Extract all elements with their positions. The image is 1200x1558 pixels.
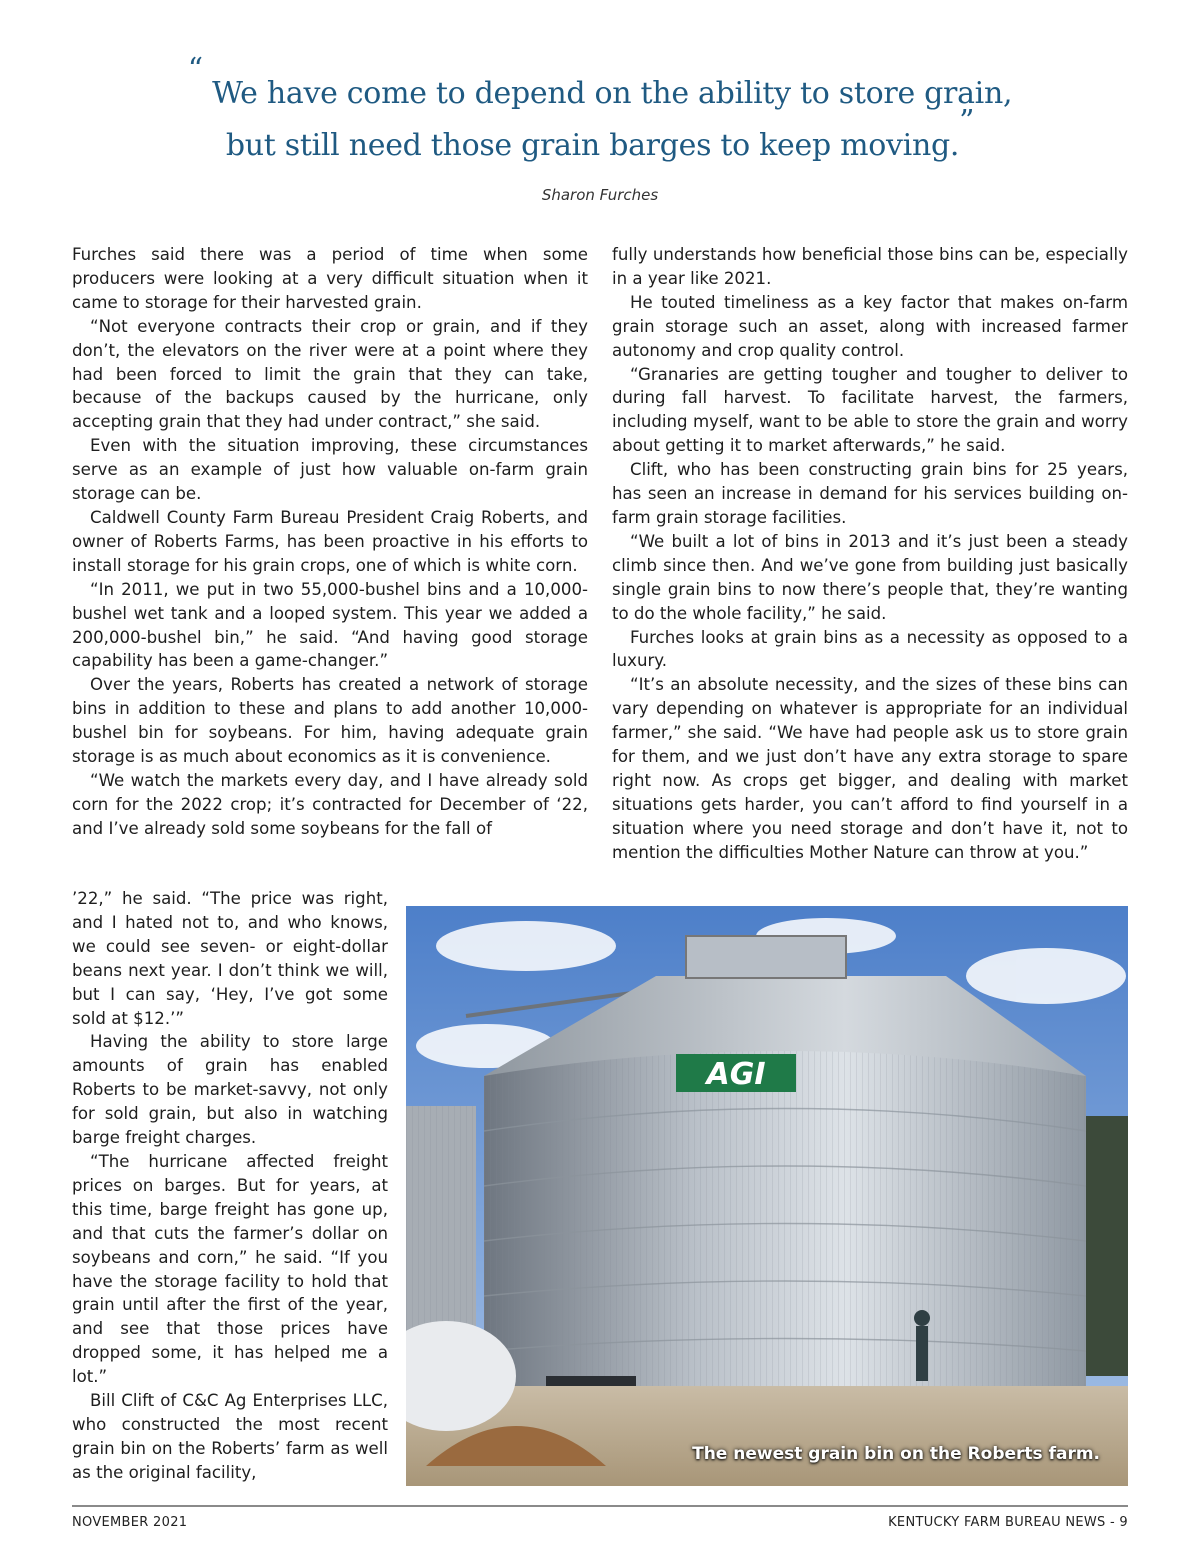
footer-publication: KENTUCKY FARM BUREAU NEWS - 9 (888, 1515, 1128, 1530)
paragraph: fully understands how beneficial those bins can be, especially in a year like 2021. (612, 245, 1128, 288)
paragraph: “Granaries are getting tougher and tougher to deliver to during fall harvest. To facilitate harvest, the farmers, including myself, want to be able to store the grain and worry about getting it to market afterwards,” he said. (612, 364, 1128, 456)
paragraph: He touted timeliness as a key factor that makes on-farm grain storage such an asset, along with increased farmer autonomy and crop quality control. (612, 292, 1128, 360)
grain-bin-photo (406, 906, 1128, 1486)
close-quote-mark: ” (959, 104, 975, 139)
paragraph: “We built a lot of bins in 2013 and it’s just been a steady climb since then. And we’ve gone from building just basically single grain bins to now there’s people that, they’re wanting to do the whole facility,” he said. (612, 531, 1128, 623)
paragraph: Caldwell County Farm Bureau President Craig Roberts, and owner of Roberts Farms, has been proactive in his efforts to install storage for his grain crops, one of which is white corn. (72, 507, 588, 575)
paragraph: Furches said there was a period of time when some producers were looking at a very difficult situation when it came to storage for their harvested grain. (72, 245, 588, 312)
paragraph: “We watch the markets every day, and I have already sold corn for the 2022 crop; it’s contracted for December of ‘22, and I’ve already sold some soybeans for the fall of (72, 770, 588, 838)
pull-quote-line-2: but still need those grain barges to keep moving.” (225, 104, 975, 163)
footer-date: NOVEMBER 2021 (72, 1515, 188, 1530)
bin-peak (686, 936, 846, 978)
paragraph: Clift, who has been constructing grain bins for 25 years, has seen an increase in demand for his services building on-farm grain storage facilities. (612, 460, 1128, 527)
paragraph: Bill Clift of C&C Ag Enterprises LLC, who constructed the most recent grain bin on the Roberts’ farm as well as the original facility, (72, 1391, 388, 1482)
paragraph: ’22,” he said. “The price was right, and I hated not to, and who knows, we could see seven- or eight-dollar beans next year. I don’t think we will, but I can say, ‘Hey, I’ve got some sold at $12.’” (72, 889, 388, 1028)
paragraph: “In 2011, we put in two 55,000-bushel bins and a 10,000-bushel wet tank and a looped system. This year we added a 200,000-bushel bin,” he said. “And having good storage capability has been a game-changer.” (72, 579, 588, 671)
article-column-left-top (72, 243, 588, 841)
agi-sign-text: AGI (706, 1057, 766, 1092)
article-column-left-bottom (72, 887, 388, 1485)
quote-attribution: Sharon Furches (541, 186, 659, 204)
open-quote-mark: “ (187, 52, 203, 87)
paragraph: Having the ability to store large amounts of grain has enabled Roberts to be market-savvy, not only for sold grain, but also in watching barge freight charges. (72, 1032, 388, 1148)
paragraph: “It’s an absolute necessity, and the sizes of these bins can vary depending on whatever is appropriate for an individual farmer,” she said. “We have had people ask us to store grain for them, and we just don’t have any extra storage to spare right now. As crops get bigger, and dealing with market situations gets harder, you can’t afford to find yourself in a situation where you need storage and don’t have it, not to mention the difficulties Mother Nature can throw at you.” (612, 675, 1128, 862)
paragraph: Furches looks at grain bins as a necessity as opposed to a luxury. (612, 627, 1128, 671)
footer-rule (72, 1505, 1128, 1507)
worker (916, 1326, 928, 1381)
article-column-right (612, 243, 1128, 865)
photo-caption: The newest grain bin on the Roberts farm. (692, 1444, 1100, 1464)
grain-bin-illustration (406, 906, 1128, 1486)
pull-quote-line-1: “ We have come to depend on the ability to store grain, (187, 52, 1013, 111)
paragraph: Over the years, Roberts has created a network of storage bins in addition to these and plans to add another 10,000-bushel bin for soybeans. For him, having adequate grain storage is as much about economics as it is convenience. (72, 675, 588, 767)
paragraph: “The hurricane affected freight prices on barges. But for years, at this time, barge freight has gone up, and that cuts the farmer’s dollar on soybeans and corn,” he said. “If you have the storage facility to hold that grain until after the first of the year, and see that those prices have dropped some, it has helped me a lot.” (72, 1151, 388, 1387)
paragraph: Even with the situation improving, these circumstances serve as an example of just how valuable on-farm grain storage can be. (72, 436, 588, 504)
paragraph: “Not everyone contracts their crop or grain, and if they don’t, the elevators on the river were at a point where they had been forced to limit the grain that they can take, because of the backups caused by the hurricane, only accepting grain that they had under contract,” she said. (72, 316, 588, 432)
pull-quote (0, 52, 1200, 172)
